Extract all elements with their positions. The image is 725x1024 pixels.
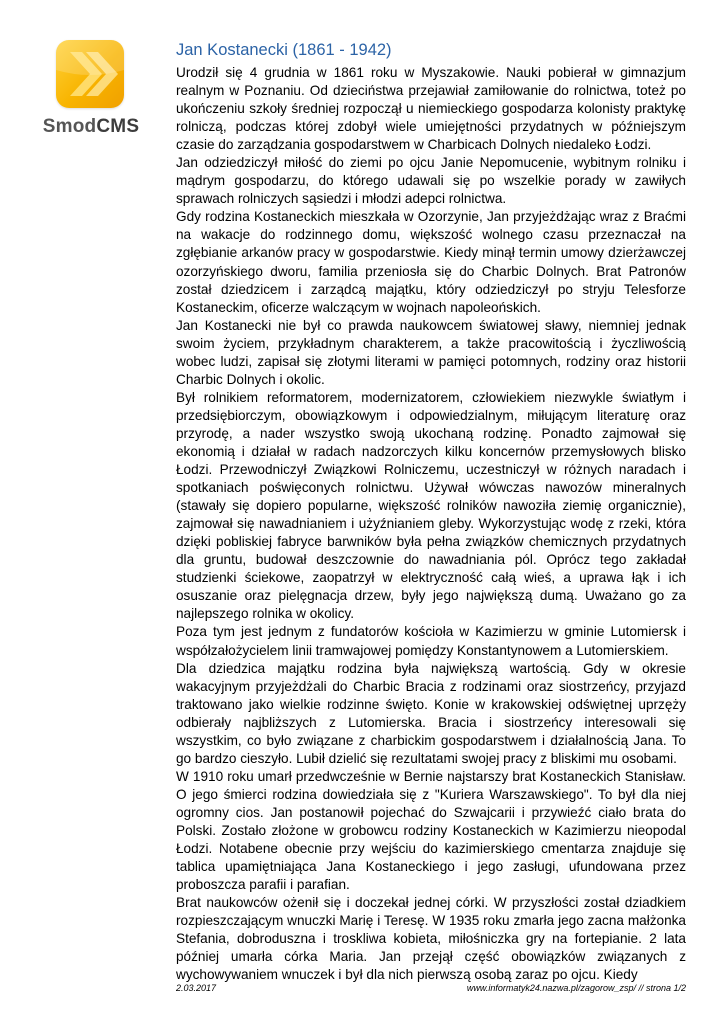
double-chevron-right-icon: [56, 40, 124, 108]
paragraph-6: Poza tym jest jednym z fundatorów kościoła w Kazimierzu w gminie Lutomiersk i współzałożycielem linii tramwajowej pomiędzy Konstantynowem a Lutomierskiem.: [176, 624, 686, 658]
paragraph-1: Urodził się 4 grudnia w 1861 roku w Myszakowie. Nauki pobierał w gimnazjum realnym w Poznaniu. Od dzieciństwa przejawiał zamiłowanie do rolnictwa, toteż po ukończeniu szkoły średniej rozpoczął u niemieckiego gospodarza kolonisty praktykę rolniczą, podczas której zdobył wiele umiejętności przydatnych w późniejszym czasie do zarządzania gospodarstwem w Charbicach Dolnych niedaleko Łodzi.: [176, 65, 686, 153]
logo-wordmark-suffix: CMS: [96, 116, 140, 137]
page-title: Jan Kostanecki (1861 - 1942): [176, 41, 392, 59]
paragraph-2: Jan odziedziczył miłość do ziemi po ojcu Janie Nepomucenie, wybitnym rolniku i mądrym gospodarzu, do którego udawali się po wszelkie porady w zawiłych sprawach rolniczych sąsiedzi i młodzi adepci rolnictwa.: [176, 155, 686, 207]
paragraph-4: Jan Kostanecki nie był co prawda naukowcem światowej sławy, niemniej jednak swoim życiem, przykładnym charakterem, a także pracowitością i życzliwością wobec ludzi, zapisał się złotymi literami w pamięci potomnych, rodziny oraz historii Charbic Dolnych i okolic.: [176, 317, 686, 387]
footer-source-and-page: www.informatyk24.nazwa.pl/zagorow_zsp/ // strona 1/2: [466, 983, 686, 993]
logo-wordmark: [40, 116, 142, 138]
smodcms-logo: [40, 40, 142, 136]
paragraph-8: W 1910 roku umarł przedwcześnie w Bernie najstarszy brat Kostaneckich Stanisław. O jego śmierci rodzina dowiedziała się z "Kuriera Warszawskiego". To był dla niej ogromny cios. Jan postanowił pojechać do Szwajcarii i przywieźć ciało brata do Polski. Zostało złożone w grobowcu rodziny Kostaneckich w Kazimierzu nieopodal Łodzi. Notabene obecnie przy wejściu do kazimierskiego cmentarza znajduje się tablica upamiętniająca Jana Kostaneckiego i jego zasługi, ufundowana przez proboszcza parafii i parafian.: [176, 768, 686, 893]
paragraph-9: Brat naukowców ożenił się i doczekał jednej córki. W przyszłości został dziadkiem rozpieszczającym wnuczki Marię i Teresę. W 1935 roku zmarła jego zacna małżonka Stefania, dobroduszna i troskliwa kobieta, miłośniczka gry na fortepianie. 2 lata później umarła córka Maria. Jan przejął część obowiązków związanych z wychowywaniem wnuczek i był dla nich pierwszą osobą zaraz po ojcu. Kiedy: [176, 895, 686, 983]
paragraph-3: Gdy rodzina Kostaneckich mieszkała w Ozorzynie, Jan przyjeżdżając wraz z Braćmi na wakacje do rodzinnego domu, większość wolnego czasu przeznaczał na zgłębianie arkanów pracy w gospodarstwie. Kiedy minął termin umowy dzierżawczej ozorzyńskiego dworu, familia przeniosła się do Charbic Dolnych. Brat Patronów został dziedzicem i zarządcą majątku, który odziedziczył po stryju Telesforze Kostaneckim, oficerze walczącym w wojnach napoleońskich.: [176, 209, 686, 315]
footer-date: 2.03.2017: [176, 983, 217, 993]
paragraph-7: Dla dziedzica majątku rodzina była największą wartością. Gdy w okresie wakacyjnym przyjeżdżali do Charbic Bracia z rodzinami oraz siostrzeńcy, przyjazd traktowano jako wielkie rodzinne święto. Konie w krakowskiej odświętnej uprzęży odbierały najbliższych z Lutomierska. Bracia i siostrzeńcy interesowali się wszystkim, co było związane z charbickim gospodarstwem i działalnością Jana. To go bardzo cieszyło. Lubił dzielić się rezultatami swojej pracy z bliskimi mu osobami.: [176, 660, 686, 766]
article-body: [176, 64, 686, 984]
logo-wordmark-prefix: Smod: [42, 116, 97, 137]
paragraph-5: Był rolnikiem reformatorem, modernizatorem, człowiekiem niezwykle światłym i przedsiębiorczym, obowiązkowym i odpowiedzialnym, miłującym literaturę oraz przyrodę, a nader wszystko swoją ukochaną rodzinę. Ponadto zajmował się ekonomią i działał w radach nadzorczych kilku koncernów przemysłowych blisko Łodzi. Przewodniczył Związkowi Rolniczemu, uczestniczył w różnych naradach i spotkaniach poświęconych rolnictwu. Używał wówczas nawozów mineralnych (stawały się dopiero popularne, większość rolników nawoziła ziemię organicznie), zajmował się nawadnianiem i użyźnianiem gleby. Wykorzystując wodę z rzeki, która dzięki pobliskiej fabryce barwników była pełna związków chemicznych przydatnych dla gruntu, budował deszczownie do nawadniania pól. Oprócz tego zakładał studzienki ściekowe, zaopatrzył w elektryczność całą wieś, a uprawa łąk i ich osuszanie oraz pielęgnacja drzew, były jego największą dumą. Uważano go za najlepszego rolnika w okolicy.: [176, 389, 686, 622]
